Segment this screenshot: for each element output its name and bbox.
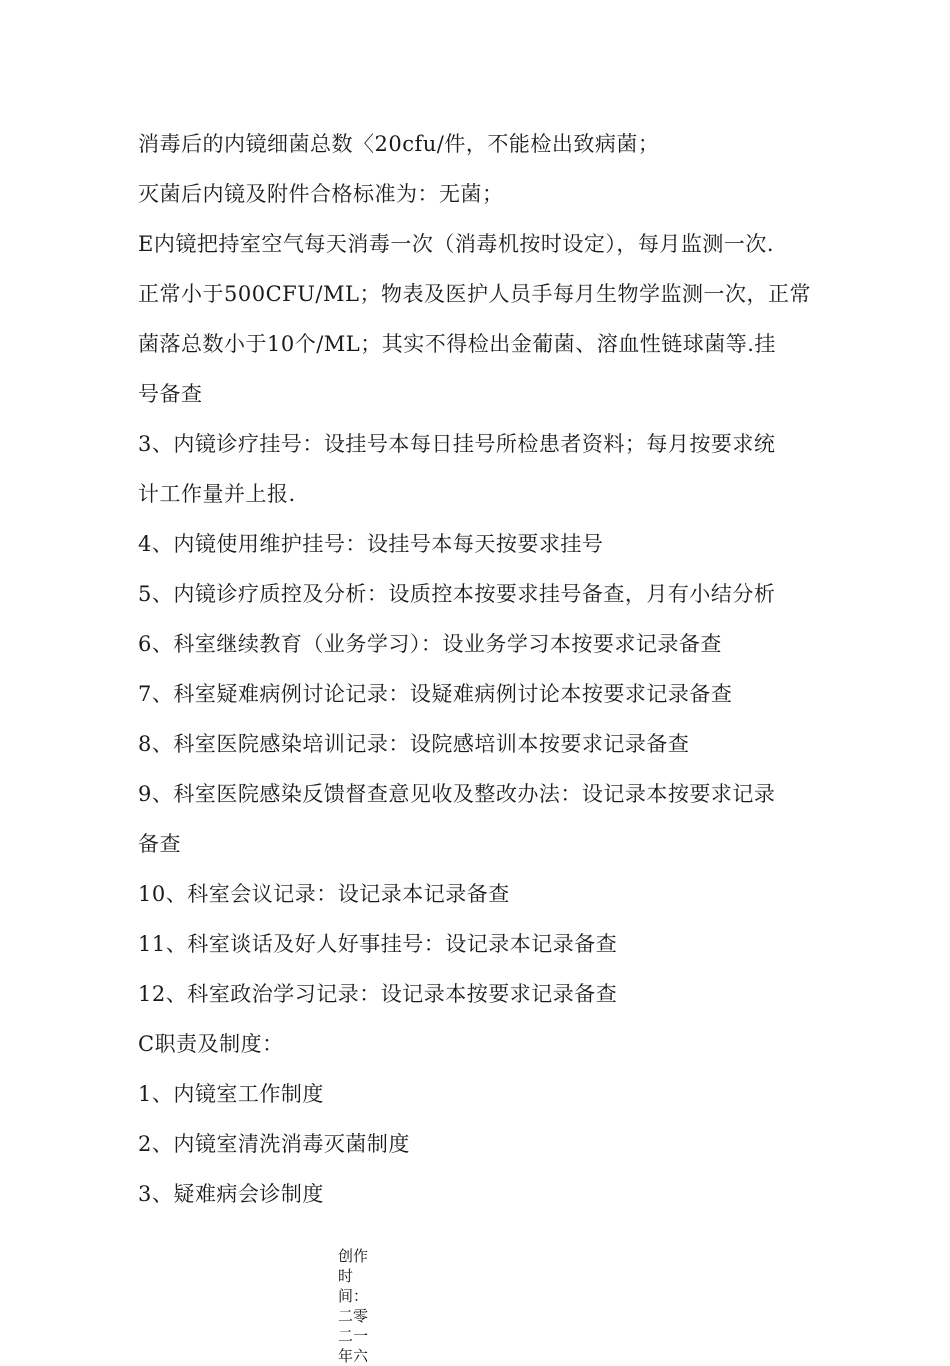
list-item: 11、科室谈话及好人好事挂号：设记录本记录备查 [138, 932, 618, 956]
text-line: 消毒后的内镜细菌总数〈20cfu/件，不能检出致病菌； [138, 132, 660, 156]
list-item: 5、内镜诊疗质控及分析：设质控本按要求挂号备查，月有小结分析 [138, 582, 776, 606]
text-line: 号备查 [138, 382, 203, 406]
document-body [138, 119, 818, 1219]
list-item: 3、内镜诊疗挂号：设挂号本每日挂号所检患者资料；每月按要求统 [138, 432, 776, 456]
list-item: 12、科室政治学习记录：设记录本按要求记录备查 [138, 982, 618, 1006]
text-line: 正常小于500CFU/ML；物表及医护人员手每月生物学监测一次，正常 [138, 282, 811, 306]
list-item: 2、内镜室清洗消毒灭菌制度 [138, 1132, 410, 1156]
list-item: 1、内镜室工作制度 [138, 1082, 324, 1106]
list-item: 6、科室继续教育（业务学习）：设业务学习本按要求记录备查 [138, 632, 722, 656]
section-heading: C职责及制度： [138, 1032, 284, 1056]
text-line: E内镜把持室空气每天消毒一次（消毒机按时设定），每月监测一次. [138, 232, 775, 256]
text-line: 备查 [138, 832, 181, 856]
list-item: 3、疑难病会诊制度 [138, 1182, 324, 1206]
list-item: 10、科室会议记录：设记录本记录备查 [138, 882, 510, 906]
creation-time-note: 创作时间：二零二一年六 [338, 1247, 369, 1365]
text-line: 计工作量并上报. [138, 482, 296, 506]
list-item: 8、科室医院感染培训记录：设院感培训本按要求记录备查 [138, 732, 690, 756]
list-item: 4、内镜使用维护挂号：设挂号本每天按要求挂号 [138, 532, 604, 556]
text-line: 菌落总数小于10个/ML；其实不得检出金葡菌、溶血性链球菌等.挂 [138, 332, 776, 356]
list-item: 9、科室医院感染反馈督查意见收及整改办法：设记录本按要求记录 [138, 782, 776, 806]
text-line: 灭菌后内镜及附件合格标准为：无菌； [138, 182, 504, 206]
list-item: 7、科室疑难病例讨论记录：设疑难病例讨论本按要求记录备查 [138, 682, 733, 706]
